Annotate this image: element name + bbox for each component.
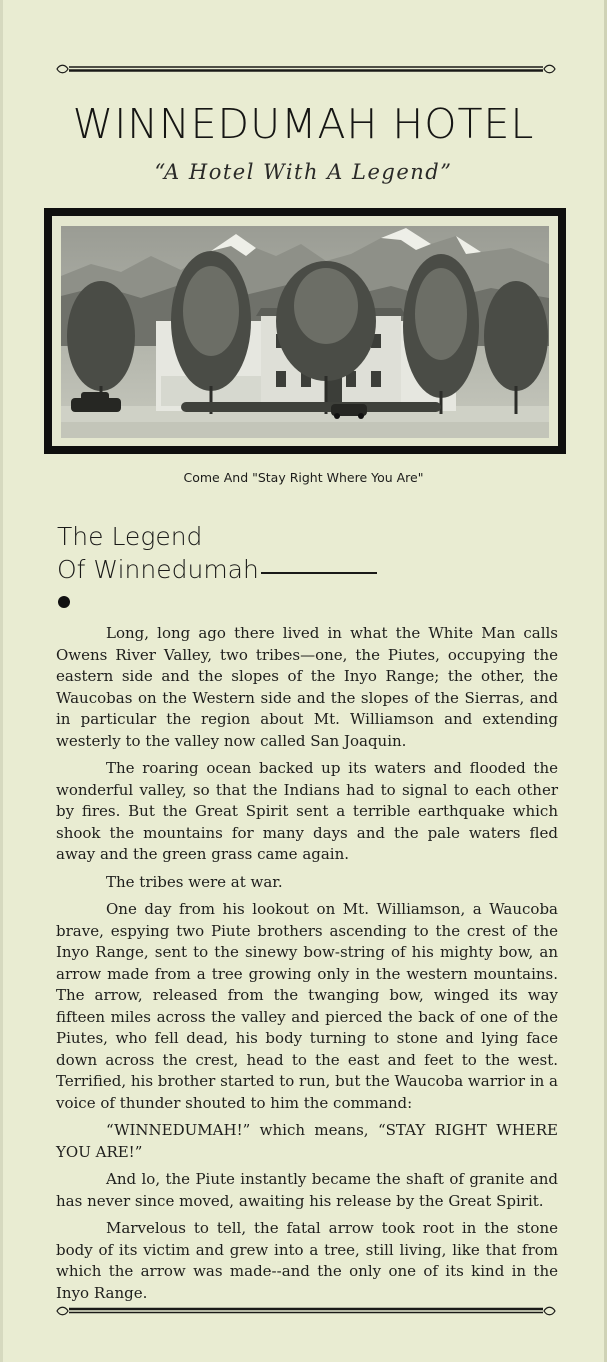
bottom-ornamental-rule bbox=[55, 1305, 557, 1317]
heading-dash-rule bbox=[261, 572, 377, 574]
photo-caption: Come And "Stay Right Where You Are" bbox=[183, 470, 424, 485]
legend-paragraph: And lo, the Piute instantly became the shaft of granite and has never since moved, awaiting his release by the Great Spirit. bbox=[56, 1170, 558, 1210]
legend-body bbox=[56, 623, 558, 1310]
hotel-tagline: “A Hotel With A Legend” bbox=[154, 160, 453, 184]
legend-paragraph: Marvelous to tell, the fatal arrow took root in the stone body of its victim and grew into a tree, still living, like that from which the arrow was made--and the only one of its kind in the Inyo Range. bbox=[56, 1219, 558, 1302]
hotel-photo bbox=[52, 216, 558, 446]
hotel-title: WINNEDUMAH HOTEL bbox=[72, 100, 535, 148]
legend-heading-line2: Of Winnedumah bbox=[57, 555, 259, 584]
legend-paragraph: Long, long ago there lived in what the White Man calls Owens River Valley, two tribes—one, the Piutes, occupying the eastern side and the slopes of the Inyo Range; the other, the Waucobas on the Western side and the slopes of the Sierras, and in particular the region about Mt. Williamson and extending westerly to the valley now called San Joaquin. bbox=[56, 624, 558, 750]
legend-paragraph: The roaring ocean backed up its waters and flooded the wonderful valley, so that the Indians had to signal to each other by fires. But the Great Spirit sent a terrible earthquake which shook the mountains for many days and the pale waters fled away and the green grass came again. bbox=[56, 759, 558, 863]
legend-heading-line1: The Legend bbox=[57, 522, 203, 551]
legend-heading bbox=[57, 520, 377, 586]
hotel-photo-image bbox=[61, 226, 549, 438]
legend-paragraph: The tribes were at war. bbox=[106, 872, 283, 891]
hotel-photo-frame bbox=[44, 208, 566, 454]
legend-paragraph: One day from his lookout on Mt. Williamson, a Waucoba brave, espying two Piute brothers ascending to the crest of the Inyo Range, sent to the sinewy bow-string of his mighty bow, an arrow made from a tree growing only in the western mountains. The arrow, released from the twanging bow, winged its way fifteen miles across the valley and pierced the back of one of the Piutes, who fell dead, his body turning to stone and lying face down across the crest, head to the east and feet to the west. Terrified, his brother started to run, but the Waucoba warrior in a voice of thunder shouted to him the command: bbox=[56, 900, 558, 1112]
legend-paragraph: “WINNEDUMAH!” which means, “STAY RIGHT WHERE YOU ARE!” bbox=[56, 1121, 558, 1161]
bullet-dot bbox=[58, 596, 70, 608]
top-ornamental-rule bbox=[55, 63, 557, 75]
